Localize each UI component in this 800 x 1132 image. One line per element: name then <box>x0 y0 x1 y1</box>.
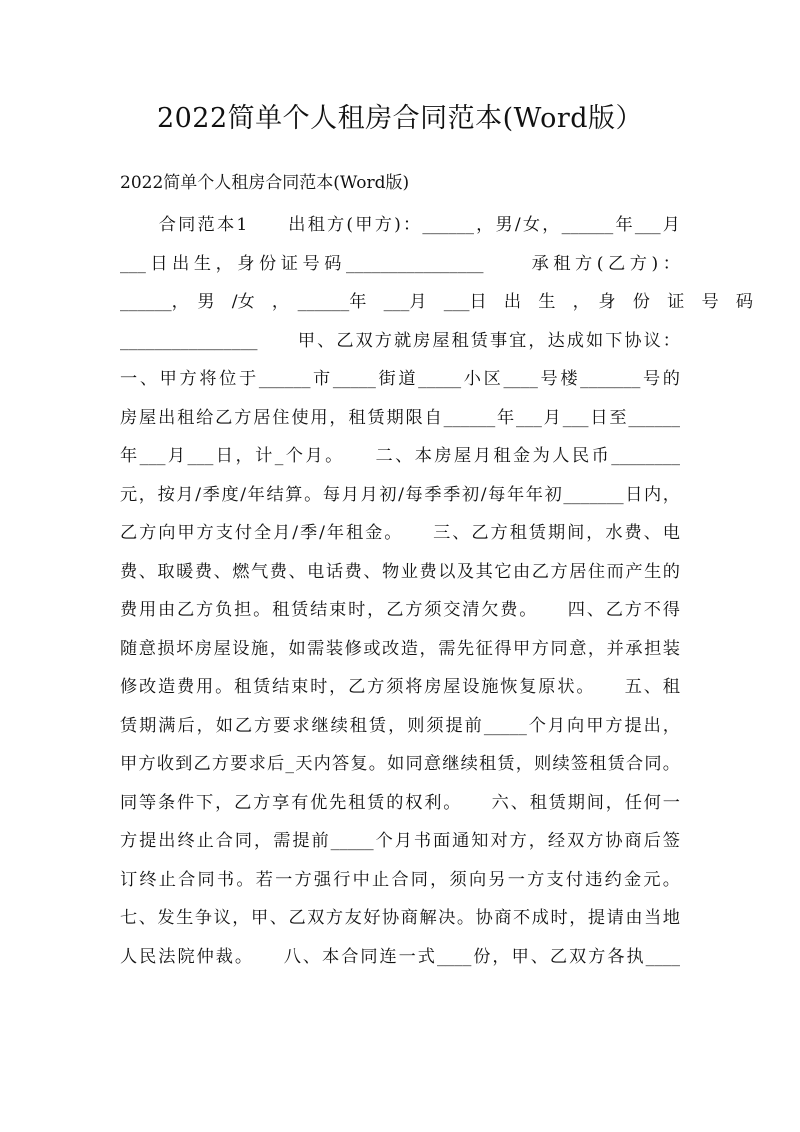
contract-line: 七、发生争议，甲、乙双方友好协商解决。协商不成时，提请由当地 <box>120 908 680 928</box>
document-subtitle: 2022简单个人租房合同范本(Word版) <box>120 173 410 193</box>
contract-line: 年___月___日，计_个月。 二、本房屋月租金为人民币________ <box>120 446 680 466</box>
contract-line: 随意损坏房屋设施，如需装修或改造，需先征得甲方同意，并承担装 <box>120 638 680 659</box>
contract-line: 订终止合同书。若一方强行中止合同，须向另一方支付违约金元。 <box>120 869 680 890</box>
contract-line: 赁期满后，如乙方要求继续租赁，则须提前_____个月向甲方提出， <box>120 715 680 736</box>
contract-line: 费、取暖费、燃气费、电话费、物业费以及其它由乙方居住而产生的 <box>120 561 680 582</box>
contract-line: 一、甲方将位于______市_____街道_____小区____号楼_______号的 <box>120 369 680 389</box>
contract-line: 房屋出租给乙方居住使用，租赁期限自______年___月___日至______ <box>120 407 680 428</box>
contract-line: 方提出终止合同，需提前_____个月书面通知对方，经双方协商后签 <box>120 831 680 851</box>
contract-line: 乙方向甲方支付全月/季/年租金。 三、乙方租赁期间，水费、电 <box>120 523 680 543</box>
contract-line: 人民法院仲裁。 八、本合同连一式____份，甲、乙双方各执____ <box>120 946 680 967</box>
contract-line: 修改造费用。租赁结束时，乙方须将房屋设施恢复原状。 五、租 <box>120 677 680 697</box>
contract-line: 甲方收到乙方要求后_天内答复。如同意继续租赁，则续签租赁合同。 <box>120 754 680 774</box>
contract-line: ________________ 甲、乙双方就房屋租赁事宜，达成如下协议： <box>120 330 680 351</box>
contract-line: 费用由乙方负担。租赁结束时，乙方须交清欠费。 四、乙方不得 <box>120 600 680 620</box>
contract-line: 同等条件下，乙方享有优先租赁的权利。 六、租赁期间，任何一 <box>120 792 680 813</box>
document-title: 2022简单个人租房合同范本(Word版） <box>156 103 644 134</box>
contract-line: 合同范本1 出租方(甲方)：______，男/女，______年___月 <box>120 215 680 235</box>
contract-line: ___日出生，身份证号码________________ 承租方(乙方)： <box>120 253 680 274</box>
contract-line: ______， 男 /女 ， ______年 ___月 ___日 出 生 ， 身 份 证 号 码 <box>120 292 754 312</box>
contract-line: 元，按月/季度/年结算。每月月初/每季季初/每年年初_______日内， <box>120 484 680 505</box>
contract-body <box>120 206 754 976</box>
